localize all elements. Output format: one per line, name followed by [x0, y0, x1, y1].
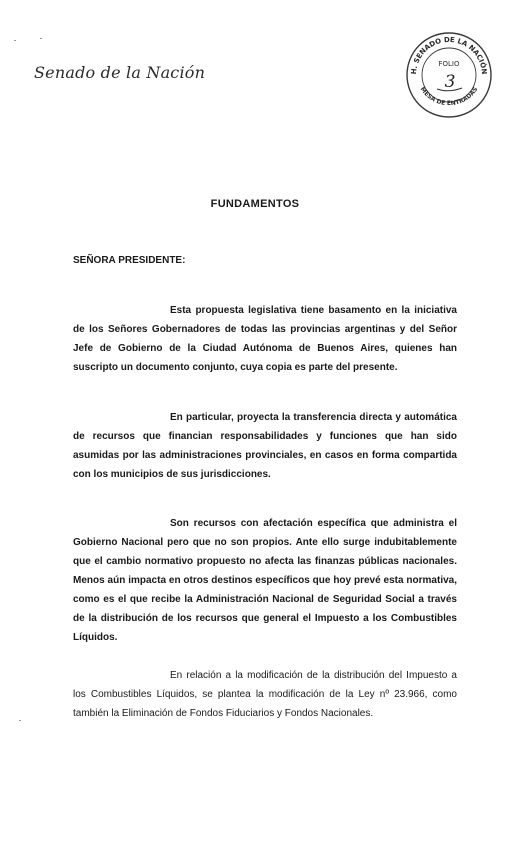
salutation: SEÑORA PRESIDENTE: [73, 255, 186, 266]
paragraph-2-text: En particular, proyecta la transferencia directa y automática de recursos que financian responsabilidades y funciones que han sido asumidas por las administraciones provinciales, en casos en forma compartida con los municipios de sus jurisdicciones. [73, 412, 457, 480]
letterhead-senado: Senado de la Nación [34, 63, 206, 82]
document-title: FUNDAMENTOS [210, 198, 300, 210]
stamp-folio-label: FOLIO [438, 60, 460, 68]
scan-speck [19, 720, 21, 721]
folio-stamp [404, 30, 494, 120]
paragraph-3 [73, 514, 457, 647]
stamp-bottom-text: MESA DE ENTRADAS [418, 85, 480, 108]
scan-speck [40, 38, 42, 39]
stamp-top-text: H. SENADO DE LA NACIÓN [409, 35, 489, 75]
paragraph-1-text: Esta propuesta legislativa tiene basamento en la iniciativa de los Señores Gobernadores de todas las provincias argentinas y del Señor Jefe de Gobierno de la Ciudad Autónoma de Buenos Aires, quienes han suscripto un documento conjunto, cuya copia es parte del presente. [73, 305, 457, 373]
paragraph-3-text: Son recursos con afectación específica que administra el Gobierno Nacional pero que no son propios. Ante ello surge indubitablemente que el cambio normativo propuesto no afecta las finanzas públicas nacionales. Menos aún impacta en otros destinos específicos que hoy prevé esta normativa, como es el que recibe la Administración Nacional de Seguridad Social a través de la distribución de los recursos que general el Impuesto a los Combustibles Líquidos. [73, 518, 457, 643]
scan-speck [14, 40, 16, 41]
paragraph-2 [73, 408, 457, 484]
stamp-folio-number: 3 [444, 72, 456, 92]
svg-text:H. SENADO DE LA NACIÓN [410, 36, 488, 75]
paragraph-4 [73, 666, 457, 723]
paragraph-4-text: En relación a la modificación de la distribución del Impuesto a los Combustibles Líquidos, se plantea la modificación de la Ley nº 23.966, como también la Eliminación de Fondos Fiduciarios y Fondos Nacionales. [73, 670, 457, 719]
paragraph-1 [73, 301, 457, 377]
